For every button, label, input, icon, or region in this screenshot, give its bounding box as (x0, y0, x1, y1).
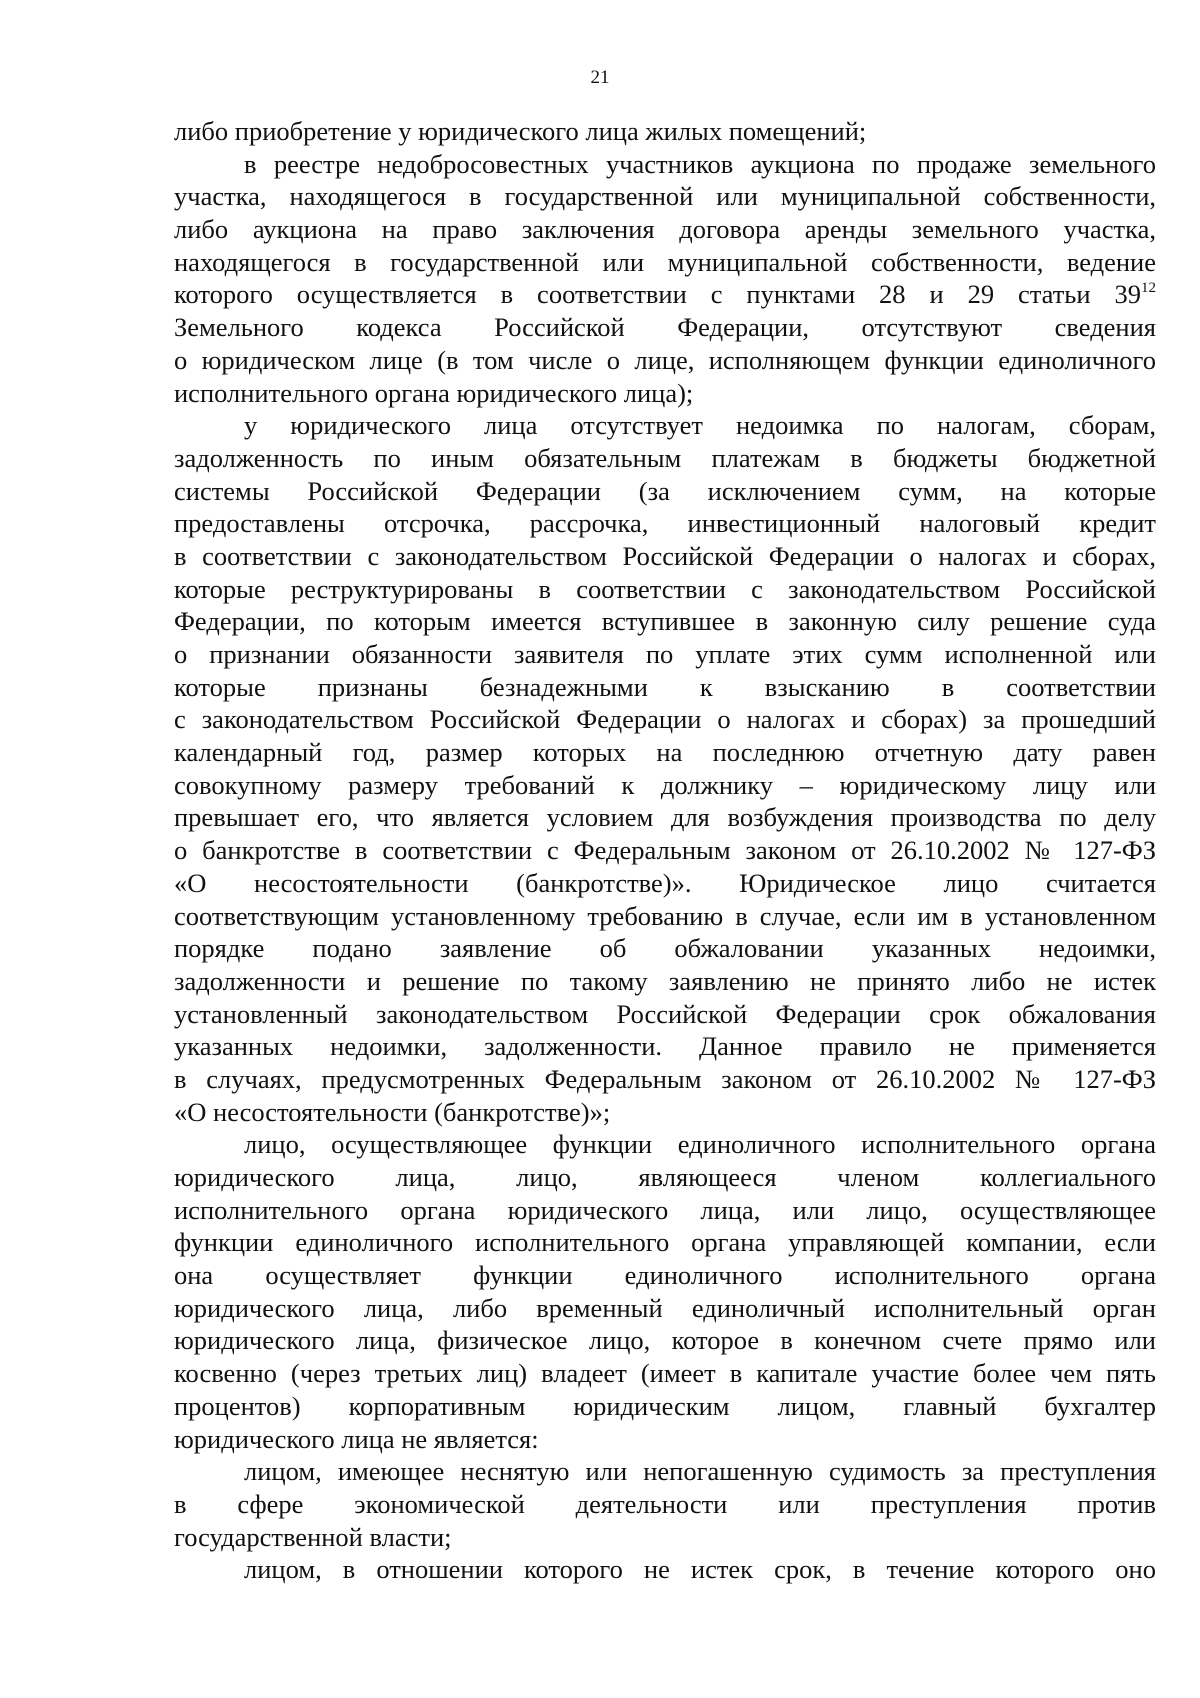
line-text: задолженности и решение по такому заявлению не принято либо не истек (174, 965, 1156, 996)
text-line (174, 246, 1156, 279)
line-text: юридического лица, физическое лицо, которое в конечном счете прямо или (174, 1325, 1156, 1356)
text-line (174, 573, 1156, 606)
line-text: «О несостоятельности (банкротстве)»; (174, 1096, 611, 1127)
text-line (174, 148, 1156, 181)
line-text: которые реструктурированы в соответствии с законодательством Российской (174, 573, 1156, 604)
text-line (174, 180, 1156, 213)
text-line (174, 1423, 1156, 1456)
line-text: Федерации, по которым имеется вступившее в законную силу решение суда (174, 606, 1156, 637)
line-text: календарный год, размер которых на последнюю отчетную дату равен (174, 737, 1156, 768)
text-line (174, 1194, 1156, 1227)
line-text: в сфере экономической деятельности или преступления против (174, 1488, 1156, 1519)
line-text: задолженность по иным обязательным платежам в бюджеты бюджетной (174, 442, 1156, 473)
superscript: 12 (1141, 280, 1156, 297)
line-text: в реестре недобросовестных участников аукциона по продаже земельного (244, 148, 1156, 179)
line-text: процентов) корпоративным юридическим лицом, главный бухгалтер (174, 1390, 1156, 1421)
text-line (174, 638, 1156, 671)
text-line (174, 213, 1156, 246)
line-text: совокупному размеру требований к должнику – юридическому лицу или (174, 769, 1156, 800)
text-line (174, 1030, 1156, 1063)
line-text: государственной власти; (174, 1521, 452, 1552)
line-text: либо аукциона на право заключения договора аренды земельного участка, (174, 214, 1156, 245)
line-text: либо приобретение у юридического лица жилых помещений; (174, 116, 867, 146)
text-line (174, 540, 1156, 573)
line-text: лицом, в отношении которого не истек срок, в течение которого оно (244, 1554, 1156, 1585)
text-line (174, 1161, 1156, 1194)
text-line (174, 900, 1156, 933)
text-line (174, 703, 1156, 736)
text-line (174, 377, 1156, 410)
text-line (174, 442, 1156, 475)
text-line (174, 1292, 1156, 1325)
line-text: у юридического лица отсутствует недоимка по налогам, сборам, (244, 410, 1156, 441)
text-line (174, 1128, 1156, 1161)
line-text: порядке подано заявление об обжаловании указанных недоимки, (174, 933, 1156, 964)
line-text: соответствующим установленному требованию в случае, если им в установленном (174, 900, 1156, 931)
document-body (174, 115, 1156, 1586)
text-line (174, 769, 1156, 802)
text-line (174, 1324, 1156, 1357)
line-text: о банкротстве в соответствии с Федеральным законом от 26.10.2002 № 127-ФЗ (174, 835, 1156, 866)
text-line (174, 867, 1156, 900)
text-line (174, 1455, 1156, 1488)
line-text: установленный законодательством Российской Федерации срок обжалования (174, 998, 1156, 1029)
text-line (174, 278, 1156, 311)
text-line (174, 998, 1156, 1031)
line-text: которого осуществляется в соответствии с пунктами 28 и 29 статьи 39 (174, 279, 1141, 310)
line-text: косвенно (через третьих лиц) владеет (имеет в капитале участие более чем пять (174, 1358, 1156, 1389)
text-line (174, 475, 1156, 508)
text-line (174, 736, 1156, 769)
text-line (174, 965, 1156, 998)
line-text: она осуществляет функции единоличного исполнительного органа (174, 1260, 1156, 1291)
line-text: системы Российской Федерации (за исключением сумм, на которые (174, 475, 1156, 506)
text-line (174, 311, 1156, 344)
line-text: с законодательством Российской Федерации о налогах и сборах) за прошедший (174, 704, 1156, 735)
line-text: исполнительного органа юридического лица); (174, 377, 694, 408)
line-text: Земельного кодекса Российской Федерации, отсутствуют сведения (174, 312, 1156, 343)
line-text: юридического лица, лицо, являющееся членом коллегиального (174, 1162, 1156, 1192)
text-line (174, 344, 1156, 377)
line-text: превышает его, что является условием для возбуждения производства по делу (174, 802, 1156, 833)
line-text: участка, находящегося в государственной или муниципальной собственности, (174, 181, 1156, 212)
line-text: находящегося в государственной или муниципальной собственности, ведение (174, 246, 1156, 277)
text-line (174, 834, 1156, 867)
line-text: предоставлены отсрочка, рассрочка, инвестиционный налоговый кредит (174, 508, 1156, 539)
text-line (174, 1226, 1156, 1259)
text-line (174, 1521, 1156, 1554)
line-text: юридического лица не является: (174, 1423, 539, 1454)
text-line (174, 932, 1156, 965)
text-line (174, 1553, 1156, 1586)
text-line (174, 115, 1156, 148)
text-line (174, 1096, 1156, 1129)
text-line (174, 605, 1156, 638)
line-text: которые признаны безнадежными к взысканию в соответствии (174, 671, 1156, 702)
line-text: о признании обязанности заявителя по уплате этих сумм исполненной или (174, 639, 1156, 669)
line-text: юридического лица, либо временный единоличный исполнительный орган (174, 1292, 1156, 1323)
line-text: в соответствии с законодательством Российской Федерации о налогах и сборах, (174, 540, 1156, 571)
line-text: о юридическом лице (в том числе о лице, исполняющем функции единоличного (174, 344, 1156, 375)
text-line (174, 1390, 1156, 1423)
page-number: 21 (590, 67, 610, 88)
line-text: исполнительного органа юридического лица, или лицо, осуществляющее (174, 1194, 1156, 1225)
text-line (174, 1259, 1156, 1292)
line-text: лицо, осуществляющее функции единоличного исполнительного органа (244, 1129, 1156, 1160)
line-text: указанных недоимки, задолженности. Данное правило не применяется (174, 1031, 1156, 1062)
text-line (174, 1488, 1156, 1521)
line-text: в случаях, предусмотренных Федеральным законом от 26.10.2002 № 127-ФЗ (174, 1063, 1156, 1094)
text-line (174, 671, 1156, 704)
text-line (174, 409, 1156, 442)
line-text: лицом, имеющее неснятую или непогашенную судимость за преступления (244, 1456, 1156, 1487)
line-text: функции единоличного исполнительного органа управляющей компании, если (174, 1227, 1156, 1258)
line-text: «О несостоятельности (банкротстве)». Юридическое лицо считается (174, 867, 1156, 898)
text-line (174, 801, 1156, 834)
text-line (174, 1357, 1156, 1390)
text-line (174, 507, 1156, 540)
text-line (174, 1063, 1156, 1096)
